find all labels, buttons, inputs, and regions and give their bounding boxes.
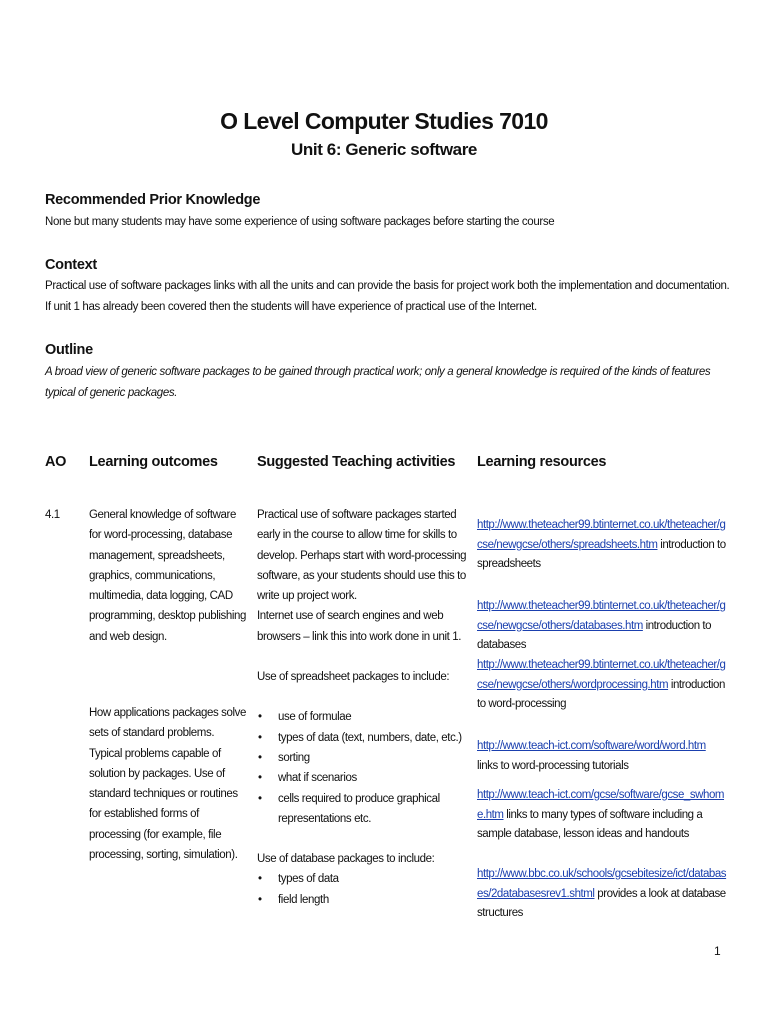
column-header-ao: AO bbox=[45, 454, 67, 470]
outline-heading: Outline bbox=[45, 342, 93, 358]
resource-item bbox=[477, 737, 727, 776]
resource-link[interactable]: http://www.theteacher99.btinternet.co.uk/theteacher/gcse/newgcse/others/wordprocessing.htm bbox=[477, 659, 726, 691]
column-header-learning-outcomes: Learning outcomes bbox=[89, 454, 218, 470]
teaching-activities-cell bbox=[257, 505, 469, 910]
resource-item bbox=[477, 656, 727, 715]
prior-knowledge-heading: Recommended Prior Knowledge bbox=[45, 192, 261, 208]
resource-description: introduction to word-processing bbox=[477, 678, 725, 711]
resource-item bbox=[477, 597, 727, 656]
resource-link[interactable]: http://www.bbc.co.uk/schools/gcsebitesize/ict/databases/2databasesrev1.shtml bbox=[477, 868, 727, 900]
outline-text: A broad view of generic software packages to be gained through practical work; only a general knowledge is required of the kinds of features typical of generic packages. bbox=[45, 366, 711, 399]
database-intro: Use of database packages to include: bbox=[257, 853, 435, 866]
activity-practical-use: Practical use of software packages started early in the course to allow time for skills to develop. Perhaps start with word-processing software, as your students should use this to write up project work. bbox=[257, 509, 467, 603]
resource-description: introduction to databases bbox=[477, 619, 712, 652]
resource-item bbox=[477, 516, 727, 575]
document-title: O Level Computer Studies 7010 bbox=[220, 108, 548, 134]
resource-description: links to many types of software including a sample database, lesson ideas and handouts bbox=[477, 808, 703, 841]
context-text: Practical use of software packages links with all the units and can provide the basis for project work both the implementation and documentation. If unit 1 has already been covered then the students will have experience of practical use of the Internet. bbox=[45, 280, 730, 313]
resource-link[interactable]: http://www.teach-ict.com/software/word/word.htm bbox=[477, 740, 706, 752]
database-list bbox=[257, 869, 469, 910]
resource-description: introduction to spreadsheets bbox=[477, 538, 726, 571]
spreadsheet-intro: Use of spreadsheet packages to include: bbox=[257, 671, 450, 684]
list-item: • what if scenarios bbox=[257, 768, 465, 788]
list-item: • sorting bbox=[257, 748, 465, 768]
resource-description: provides a look at database structures bbox=[477, 887, 726, 920]
learning-outcome-applications-packages: How applications packages solve sets of standard problems. Typical problems capable of solution by packages. Use of standard techniques or routines for established forms of processing (for example, file processing, sorting, simulation). bbox=[89, 707, 247, 862]
column-header-teaching-activities: Suggested Teaching activities bbox=[257, 454, 456, 470]
resource-link[interactable]: http://www.teach-ict.com/gcse/software/gcse_swhome.htm bbox=[477, 789, 725, 821]
list-item: • types of data bbox=[257, 869, 469, 889]
resource-link[interactable]: http://www.theteacher99.btinternet.co.uk/theteacher/gcse/newgcse/others/spreadsheets.htm bbox=[477, 519, 726, 551]
resource-link[interactable]: http://www.theteacher99.btinternet.co.uk/theteacher/gcse/newgcse/others/databases.htm bbox=[477, 600, 726, 632]
resource-description: links to word-processing tutorials bbox=[477, 759, 629, 772]
list-item: • use of formulae bbox=[257, 707, 465, 727]
context-heading: Context bbox=[45, 257, 97, 273]
spreadsheet-list bbox=[257, 707, 469, 829]
resource-item bbox=[477, 786, 727, 845]
page-number: 1 bbox=[714, 944, 721, 958]
ao-cell: 4.1 bbox=[45, 509, 60, 521]
resource-item bbox=[477, 865, 727, 924]
list-item: • cells required to produce graphical representations etc. bbox=[257, 789, 465, 830]
list-item: • types of data (text, numbers, date, etc.) bbox=[257, 728, 465, 748]
document-subtitle: Unit 6: Generic software bbox=[291, 140, 477, 159]
column-header-learning-resources: Learning resources bbox=[477, 454, 607, 470]
prior-knowledge-text: None but many students may have some experience of using software packages before starting the course bbox=[45, 216, 555, 228]
list-item: • field length bbox=[257, 890, 469, 910]
learning-outcome-general-knowledge: General knowledge of software for word-processing, database management, spreadsheets, graphics, communications, multimedia, data logging, CAD programming, desktop publishing and web design. bbox=[89, 509, 247, 643]
activity-internet-use: Internet use of search engines and web browsers – link this into work done in unit 1. bbox=[257, 610, 462, 643]
